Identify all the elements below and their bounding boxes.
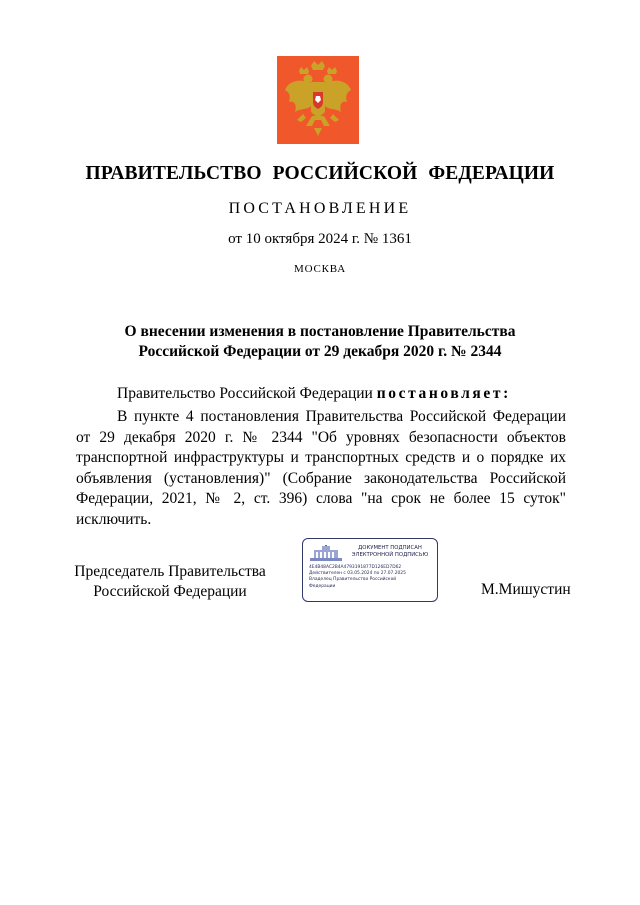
signer-title-line-2: Российской Федерации <box>93 583 247 600</box>
heading-line-1: О внесении изменения в постановление Правительства <box>124 323 516 340</box>
stamp-certificate: 4E4B48AC2B4A4793191877D126ED7D62 <box>309 565 402 570</box>
document-type: ПОСТАНОВЛЕНИЕ <box>228 200 412 217</box>
preamble-lead: Правительство Российской Федерации <box>117 385 373 402</box>
heading-line-2: Российской Федерации от 29 декабря 2020 г. № 2344 <box>138 343 502 360</box>
stamp-details <box>309 565 437 590</box>
preamble-resolves: постановляет: <box>376 385 511 402</box>
body-paragraph: В пункте 4 постановления Правительства Российской Федерации от 29 декабря 2020 г. № 2344 "Об уровнях безопасности объектов транспортной инфраструктуры и транспортных средств и о порядке их объявления (установления)" (Собрание законодательства Российской Федерации, 2021, № 2, ст. 396) слова "на срок не более 15 суток" исключить. <box>76 408 566 528</box>
e-signature-stamp <box>302 538 438 602</box>
stamp-caption-line-1: ДОКУМЕНТ ПОДПИСАН <box>358 545 422 551</box>
signer-title <box>70 562 270 602</box>
stamp-validity: Действителен с 03.05.2024 по 27.07.2025 <box>309 571 406 577</box>
signer-name: М.Мишустин <box>481 581 571 598</box>
government-title: ПРАВИТЕЛЬСТВО РОССИЙСКОЙ ФЕДЕРАЦИИ <box>85 163 555 184</box>
stamp-owner-line-1: Владелец Правительство Российской <box>309 577 397 583</box>
signer-title-line-1: Председатель Правительства <box>74 563 266 580</box>
document-date-number: от 10 октября 2024 г. № 1361 <box>228 231 412 247</box>
government-building-icon <box>310 545 342 561</box>
coat-of-arms-icon <box>277 56 359 144</box>
document-heading <box>0 322 640 362</box>
preamble <box>117 385 511 403</box>
document-city: МОСКВА <box>294 263 346 275</box>
stamp-owner-line-2: Федерации <box>309 583 336 589</box>
stamp-caption <box>345 545 435 559</box>
stamp-caption-line-2: ЭЛЕКТРОННОЙ ПОДПИСЬЮ <box>351 552 429 558</box>
